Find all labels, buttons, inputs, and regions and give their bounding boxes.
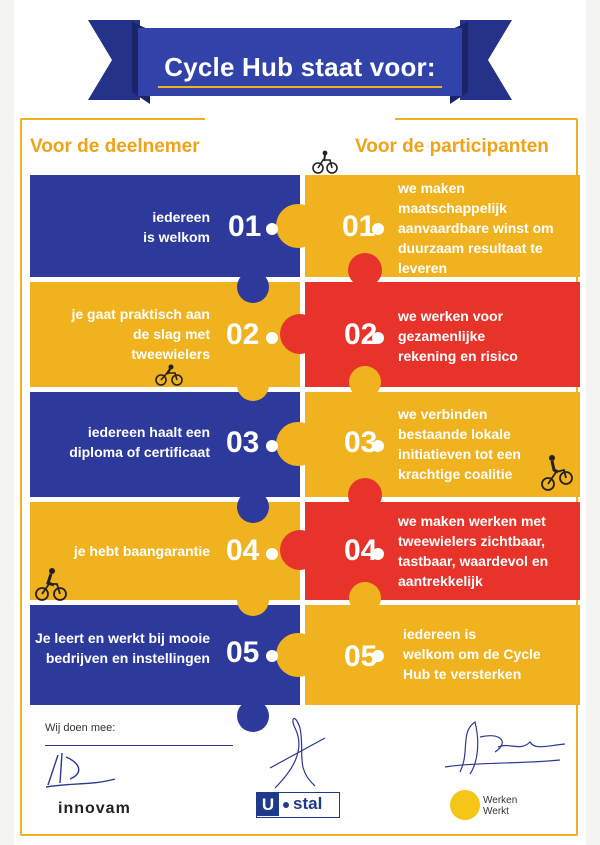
mountain-biker-icon bbox=[540, 452, 574, 492]
number-left-1: 01 bbox=[228, 210, 262, 243]
right-text-4: we maken werken met tweewielers zichtbaar, tastbaar, waardevol en aantrekkelijk bbox=[398, 513, 549, 589]
right-text-2: we werken voor gezamenlijke rekening en risico bbox=[398, 308, 518, 364]
number-left-2: 02 bbox=[226, 318, 260, 351]
left-column-heading: Voor de deelnemer bbox=[30, 136, 200, 157]
number-left-5: 05 bbox=[226, 636, 260, 669]
left-text-4: je hebt baangarantie bbox=[73, 543, 210, 559]
number-right-4: 04 bbox=[344, 534, 378, 567]
number-right-2: 02 bbox=[344, 318, 378, 351]
innovam-logo: innovam bbox=[58, 800, 131, 817]
right-text-5: iedereen is welkom om de Cycle Hub te versterken bbox=[403, 626, 541, 682]
number-right-1: 01 bbox=[342, 210, 376, 243]
ustal-logo: U stal bbox=[256, 792, 340, 818]
right-text-1: we maken maatschappelijk aanvaardbare winst om duurzaam resultaat te leveren bbox=[398, 180, 554, 276]
left-text-3: iedereen haalt een diploma of certificaat bbox=[69, 424, 210, 460]
right-text-3: we verbinden bestaande lokale initiatieven tot een krachtige coalitie bbox=[398, 406, 521, 482]
right-column-heading: Voor de participanten bbox=[355, 136, 549, 157]
bicycle-icon bbox=[312, 150, 338, 174]
number-right-5: 05 bbox=[344, 640, 378, 673]
signature bbox=[40, 745, 120, 793]
footer-label: Wij doen mee: bbox=[45, 722, 116, 734]
left-text-2: je gaat praktisch aan de slag met tweewielers bbox=[71, 306, 210, 362]
mountain-biker-icon bbox=[34, 566, 68, 602]
left-text-5: Je leert en werkt bij mooie bedrijven en instellingen bbox=[34, 630, 210, 666]
banner-title: Cycle Hub staat voor: bbox=[164, 52, 436, 82]
number-left-3: 03 bbox=[226, 426, 260, 459]
signature bbox=[440, 712, 570, 782]
werken-werkt-logo: Werken Werkt bbox=[483, 795, 518, 817]
signature bbox=[265, 708, 335, 794]
number-left-4: 04 bbox=[226, 534, 260, 567]
left-text-1: iedereen is welkom bbox=[143, 209, 210, 245]
number-right-3: 03 bbox=[344, 426, 378, 459]
werken-werkt-logo-mark bbox=[450, 790, 480, 820]
cyclist-icon bbox=[155, 364, 183, 386]
